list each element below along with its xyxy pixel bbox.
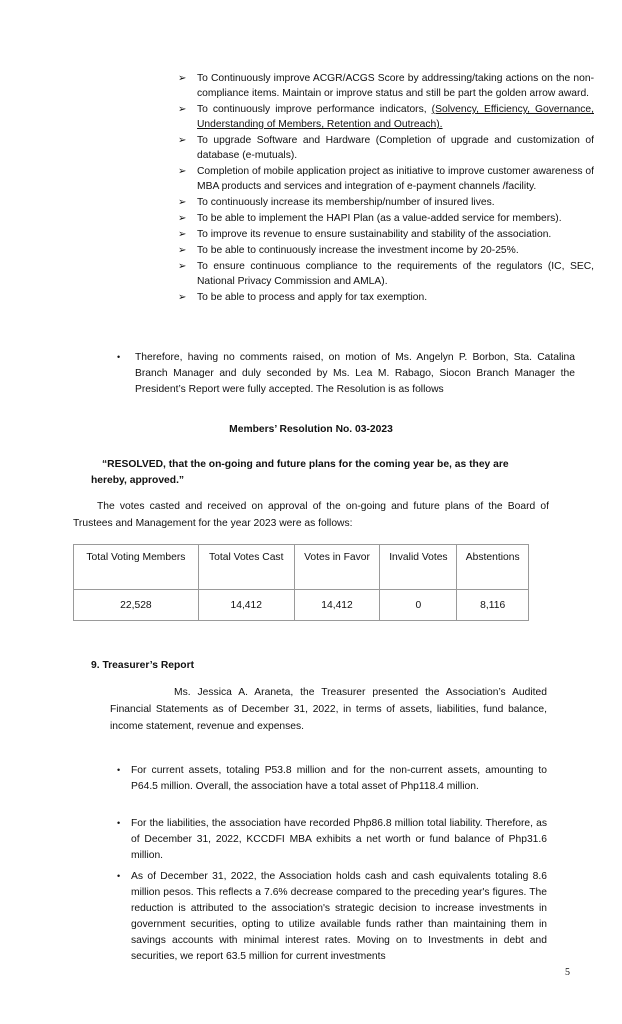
arrow-bullet-icon: ➢: [178, 292, 187, 303]
arrow-bullet-icon: ➢: [178, 104, 187, 115]
resolution-title: Members’ Resolution No. 03-2023: [229, 424, 393, 435]
bullet-icon: •: [117, 765, 121, 775]
page-number: 5: [565, 967, 570, 978]
arrow-bullet-icon: ➢: [178, 213, 187, 224]
header-cell: Abstentions: [457, 545, 529, 590]
resolution-text: “RESOLVED, that the on-going and future plans for the coming year be, as they are hereby, approved.”: [91, 459, 509, 486]
value-cell: 0: [380, 590, 457, 621]
plan-item: ➢ To be able to process and apply for tax exemption.: [178, 292, 428, 303]
plan-item: ➢ To continuously improve performance indicators, (Solvency, Efficiency, Governance, Understanding of Members, Retention and Outreach).: [178, 104, 594, 130]
header-cell: Total Voting Members: [74, 545, 199, 590]
treasurer-intro: Ms. Jessica A. Araneta, the Treasurer presented the Association’s Audited Financial Statements as of December 31, 2022, in terms of assets, liabilities, fund balance, income statement, revenue and expenses.: [110, 687, 547, 732]
arrow-bullet-icon: ➢: [178, 245, 187, 256]
treasurer-point: For current assets, totaling P53.8 million and for the non-current assets, amounting to P64.5 million. Overall, the association have a total asset of Php118.4 million.: [131, 765, 547, 792]
votes-table: [73, 544, 529, 621]
future-plans-list: [178, 71, 594, 306]
treasurer-point: As of December 31, 2022, the Association holds cash and cash equivalents totaling 8.6 million pesos. This reflects a 7.6% decrease compared to the preceding year's figures. The reduction is attributed to the association's strategic decision to increase investments in government securities, opting to utilize available funds rather than maintaining them in savings accounts with minimal interest rates. Moving on to Investments in debt and securities, we report 63.5 million for current investments: [131, 871, 547, 962]
plan-item: ➢ To continuously increase its membership/number of insured lives.: [178, 197, 495, 208]
arrow-bullet-icon: ➢: [178, 166, 187, 177]
plan-item: ➢ Completion of mobile application project as initiative to improve customer awareness of MBA products and services and integration of e-payment channels /facility.: [178, 166, 594, 192]
header-cell: Votes in Favor: [294, 545, 380, 590]
votes-intro: The votes casted and received on approval of the on-going and future plans of the Board of Trustees and Management for the year 2023 were as follows:: [73, 501, 549, 529]
header-cell: Total Votes Cast: [198, 545, 294, 590]
plan-item: ➢ To Continuously improve ACGR/ACGS Score by addressing/taking actions on the non- compliance items. Maintain or improve status and still be part the golden arrow award.: [178, 73, 594, 99]
arrow-bullet-icon: ➢: [178, 229, 187, 240]
header-cell: Invalid Votes: [380, 545, 457, 590]
plan-item: ➢ To ensure continuous compliance to the requirements of the regulators (IC, SEC, National Privacy Commission and AMLA).: [178, 261, 594, 287]
underlined-indicators: (Solvency, Efficiency, Governance, Understanding of Members, Retention and Outreach).: [197, 104, 594, 130]
arrow-bullet-icon: ➢: [178, 197, 187, 208]
table-row: [74, 590, 529, 621]
arrow-bullet-icon: ➢: [178, 135, 187, 146]
section-heading: 9. Treasurer’s Report: [91, 660, 195, 671]
plan-item: ➢ To improve its revenue to ensure sustainability and stability of the association.: [178, 229, 552, 240]
plan-item: ➢ To upgrade Software and Hardware (Completion of upgrade and customization of database (e-mutuals).: [178, 135, 594, 161]
treasurer-point: For the liabilities, the association have recorded Php86.8 million total liability. Therefore, as of December 31, 2022, KCCDFI MBA exhibits a net worth or fund balance of Php31.6 million.: [131, 818, 547, 861]
arrow-bullet-icon: ➢: [178, 261, 187, 272]
value-cell: 14,412: [294, 590, 380, 621]
plan-item: ➢ To be able to continuously increase the investment income by 20-25%.: [178, 245, 519, 256]
table-header-row: [74, 545, 529, 590]
bullet-icon: •: [117, 818, 121, 828]
value-cell: 8,116: [457, 590, 529, 621]
arrow-bullet-icon: ➢: [178, 73, 187, 84]
value-cell: 22,528: [74, 590, 199, 621]
bullet-icon: •: [117, 871, 121, 881]
value-cell: 14,412: [198, 590, 294, 621]
plan-item: ➢ To be able to implement the HAPI Plan (as a value-added service for members).: [178, 213, 562, 224]
bullet-icon: •: [117, 352, 121, 362]
motion-paragraph: Therefore, having no comments raised, on motion of Ms. Angelyn P. Borbon, Sta. Catalina Branch Manager and duly seconded by Ms. Lea M. Rabago, Siocon Branch Manager the President’s Report were fully accepted. The Resolution is as follows: [135, 352, 575, 395]
